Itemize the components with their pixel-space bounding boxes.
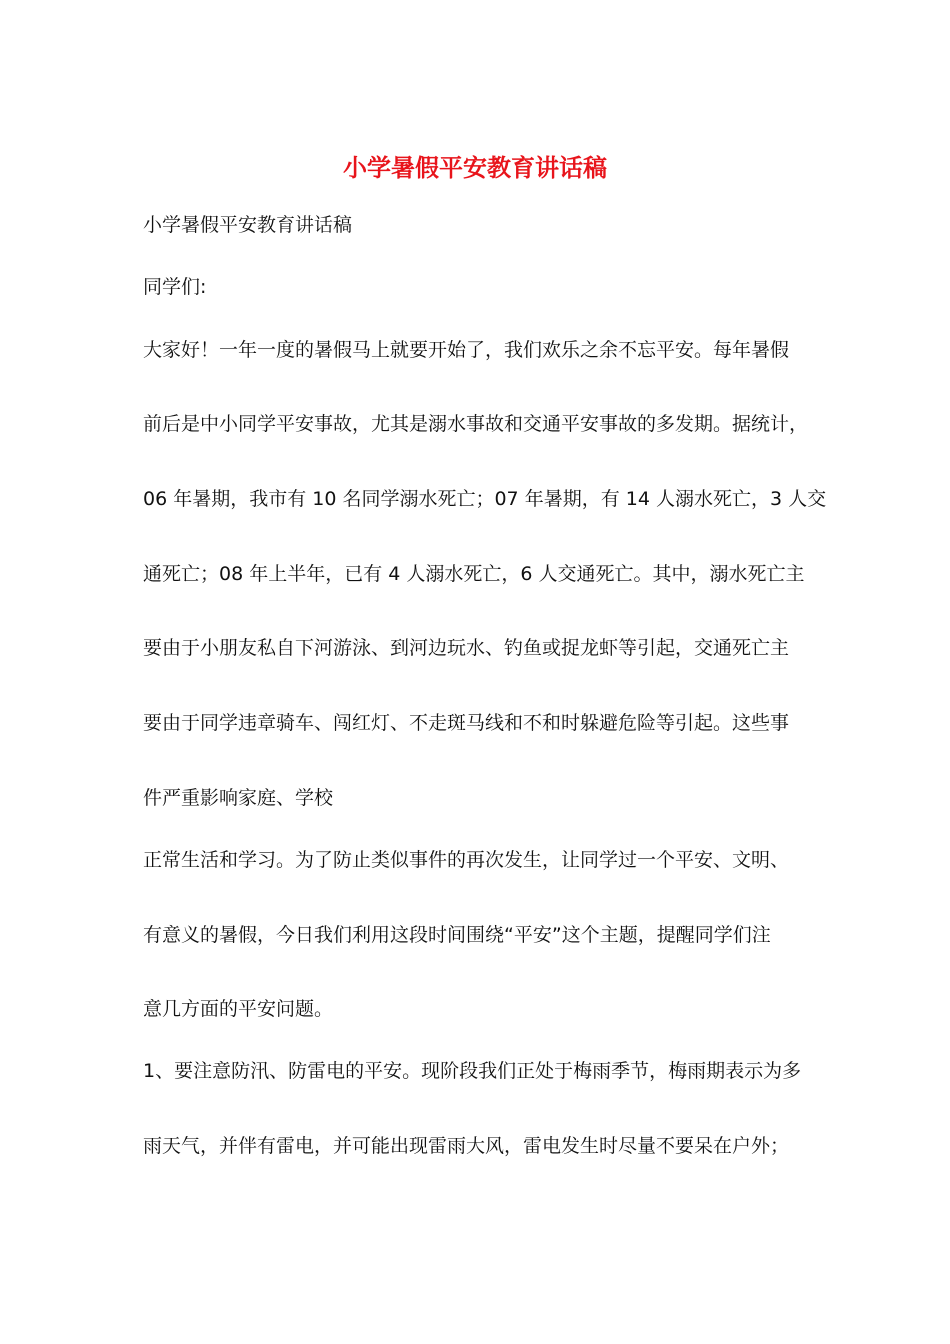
- body-line: 要由于小朋友私自下河游泳、到河边玩水、钓鱼或捉龙虾等引起，交通死亡主: [143, 637, 790, 659]
- body-line: 06 年暑期，我市有 10 名同学溺水死亡；07 年暑期，有 14 人溺水死亡，3 人交: [143, 488, 827, 510]
- subtitle-line: 小学暑假平安教育讲话稿: [143, 214, 353, 236]
- body-line: 要由于同学违章骑车、闯红灯、不走斑马线和不和时躲避危险等引起。这些事: [143, 712, 790, 734]
- body-line: 前后是中小同学平安事故，尤其是溺水事故和交通平安事故的多发期。据统计，: [143, 413, 809, 435]
- body-line: 通死亡；08 年上半年，已有 4 人溺水死亡，6 人交通死亡。其中，溺水死亡主: [143, 563, 805, 585]
- body-line: 件严重影响家庭、学校: [143, 787, 334, 809]
- body-line: 正常生活和学习。为了防止类似事件的再次发生，让同学过一个平安、文明、: [143, 849, 790, 871]
- document-title: 小学暑假平安教育讲话稿: [343, 154, 607, 182]
- list-item-line: 1、要注意防汛、防雷电的平安。现阶段我们正处于梅雨季节，梅雨期表示为多: [143, 1060, 802, 1082]
- list-item-line: 雨天气，并伴有雷电，并可能出现雷雨大风，雷电发生时尽量不要呆在户外；: [143, 1135, 790, 1157]
- greeting-line: 同学们:: [143, 276, 207, 298]
- body-line: 大家好！一年一度的暑假马上就要开始了，我们欢乐之余不忘平安。每年暑假: [143, 339, 790, 361]
- body-line: 有意义的暑假，今日我们利用这段时间围绕“平安”这个主题，提醒同学们注: [143, 924, 771, 946]
- body-line: 意几方面的平安问题。: [143, 998, 334, 1020]
